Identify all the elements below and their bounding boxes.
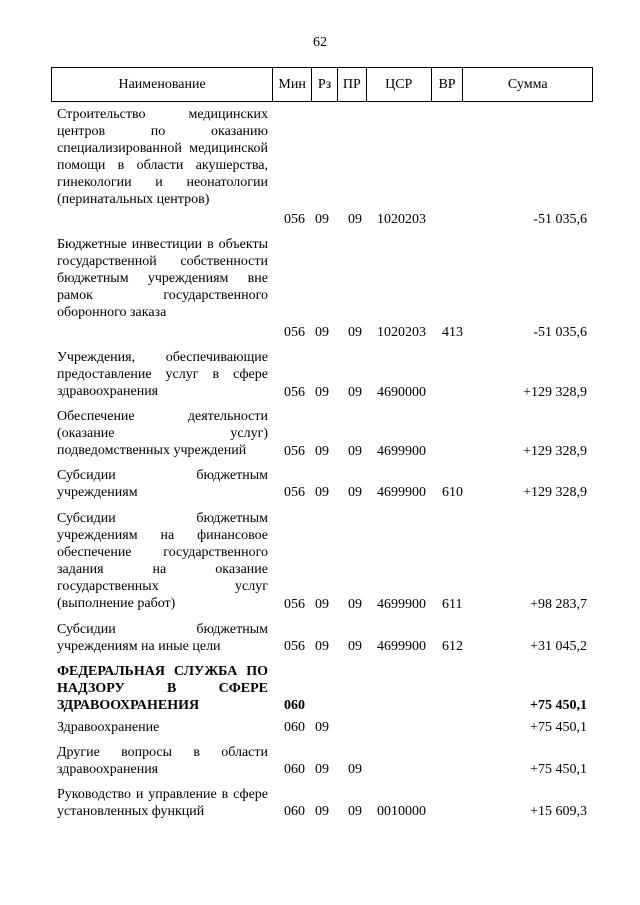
row-min: 060 bbox=[284, 698, 305, 713]
row-min: 056 bbox=[284, 385, 305, 400]
row-rz: 09 bbox=[315, 597, 329, 612]
row-pr: 09 bbox=[348, 762, 362, 777]
row-csr: 0010000 bbox=[377, 804, 426, 819]
row-sum: -51 035,6 bbox=[533, 212, 587, 227]
table-row bbox=[51, 106, 593, 228]
row-pr: 09 bbox=[348, 639, 362, 654]
row-rz: 09 bbox=[315, 762, 329, 777]
row-csr: 1020203 bbox=[377, 212, 426, 227]
row-pr: 09 bbox=[348, 597, 362, 612]
row-pr: 09 bbox=[348, 325, 362, 340]
row-sum: -51 035,6 bbox=[533, 325, 587, 340]
table-row bbox=[51, 236, 593, 341]
table-row bbox=[51, 786, 593, 820]
row-min: 060 bbox=[284, 720, 305, 735]
table-header bbox=[51, 67, 593, 102]
row-csr: 4699900 bbox=[377, 485, 426, 500]
header-csr: ЦСР bbox=[367, 68, 432, 101]
header-min: Мин bbox=[273, 68, 312, 101]
row-sum: +129 328,9 bbox=[523, 444, 587, 459]
row-name: Руководство и управление в сфере установленных функций bbox=[57, 787, 268, 819]
row-name: Обеспечение деятельности (оказание услуг) подведомственных учреждений bbox=[57, 409, 268, 458]
row-sum: +75 450,1 bbox=[530, 698, 587, 713]
header-vr: ВР bbox=[432, 68, 464, 101]
row-min: 056 bbox=[284, 325, 305, 340]
row-sum: +75 450,1 bbox=[530, 762, 587, 777]
row-vr: 610 bbox=[442, 485, 463, 500]
table-row bbox=[51, 719, 593, 736]
header-sum: Сумма bbox=[507, 76, 548, 92]
row-vr: 612 bbox=[442, 639, 463, 654]
row-name: Субсидии бюджетным учреждениям bbox=[57, 468, 268, 500]
row-min: 056 bbox=[284, 444, 305, 459]
table-row bbox=[51, 744, 593, 778]
row-rz: 09 bbox=[315, 325, 329, 340]
row-pr: 09 bbox=[348, 804, 362, 819]
row-name: Строительство медицинских центров по оказанию специализированной медицинской помощи в области акушерства, гинекологии и неонатологии (перинатальных центров) bbox=[57, 107, 268, 207]
row-name: Субсидии бюджетным учреждениям на финансовое обеспечение государственного задания на оказание государственных услуг (выполнение работ) bbox=[57, 511, 268, 611]
header-rz: Рз bbox=[312, 68, 338, 101]
row-pr: 09 bbox=[348, 444, 362, 459]
row-pr: 09 bbox=[348, 485, 362, 500]
row-name: Другие вопросы в области здравоохранения bbox=[57, 745, 268, 777]
table-row bbox=[51, 510, 593, 613]
row-sum: +75 450,1 bbox=[530, 720, 587, 735]
row-rz: 09 bbox=[315, 485, 329, 500]
row-csr: 1020203 bbox=[377, 325, 426, 340]
row-name: Учреждения, обеспечивающие предоставление услуг в сфере здравоохранения bbox=[57, 350, 268, 399]
row-pr: 09 bbox=[348, 385, 362, 400]
row-sum: +15 609,3 bbox=[530, 804, 587, 819]
row-name: ФЕДЕРАЛЬНАЯ СЛУЖБА ПО НАДЗОРУ В СФЕРЕ ЗДРАВООХРАНЕНИЯ bbox=[57, 664, 268, 713]
row-name: Бюджетные инвестиции в объекты государственной собственности бюджетным учреждениям вне рамок государственного оборонного заказа bbox=[57, 237, 268, 320]
row-csr: 4699900 bbox=[377, 639, 426, 654]
row-min: 056 bbox=[284, 485, 305, 500]
row-sum: +31 045,2 bbox=[530, 639, 587, 654]
row-rz: 09 bbox=[315, 444, 329, 459]
row-name: Здравоохранение bbox=[57, 720, 160, 735]
row-min: 056 bbox=[284, 639, 305, 654]
row-rz: 09 bbox=[315, 804, 329, 819]
row-sum: +129 328,9 bbox=[523, 485, 587, 500]
row-csr: 4690000 bbox=[377, 385, 426, 400]
header-pr: ПР bbox=[338, 68, 367, 101]
row-vr: 413 bbox=[442, 325, 463, 340]
row-sum: +98 283,7 bbox=[530, 597, 587, 612]
row-pr: 09 bbox=[348, 212, 362, 227]
table-row bbox=[51, 349, 593, 401]
header-name: Наименование bbox=[52, 68, 273, 101]
row-rz: 09 bbox=[315, 212, 329, 227]
table-row bbox=[51, 467, 593, 501]
row-sum: +129 328,9 bbox=[523, 385, 587, 400]
row-csr: 4699900 bbox=[377, 597, 426, 612]
row-name: Субсидии бюджетным учреждениям на иные цели bbox=[57, 622, 268, 654]
row-min: 056 bbox=[284, 212, 305, 227]
row-min: 060 bbox=[284, 804, 305, 819]
row-rz: 09 bbox=[315, 720, 329, 735]
row-vr: 611 bbox=[442, 597, 463, 612]
row-rz: 09 bbox=[315, 385, 329, 400]
row-rz: 09 bbox=[315, 639, 329, 654]
row-min: 056 bbox=[284, 597, 305, 612]
table-row bbox=[51, 408, 593, 460]
table-row bbox=[51, 621, 593, 655]
page-number: 62 bbox=[313, 35, 327, 50]
row-min: 060 bbox=[284, 762, 305, 777]
table-row bbox=[51, 663, 593, 714]
row-csr: 4699900 bbox=[377, 444, 426, 459]
